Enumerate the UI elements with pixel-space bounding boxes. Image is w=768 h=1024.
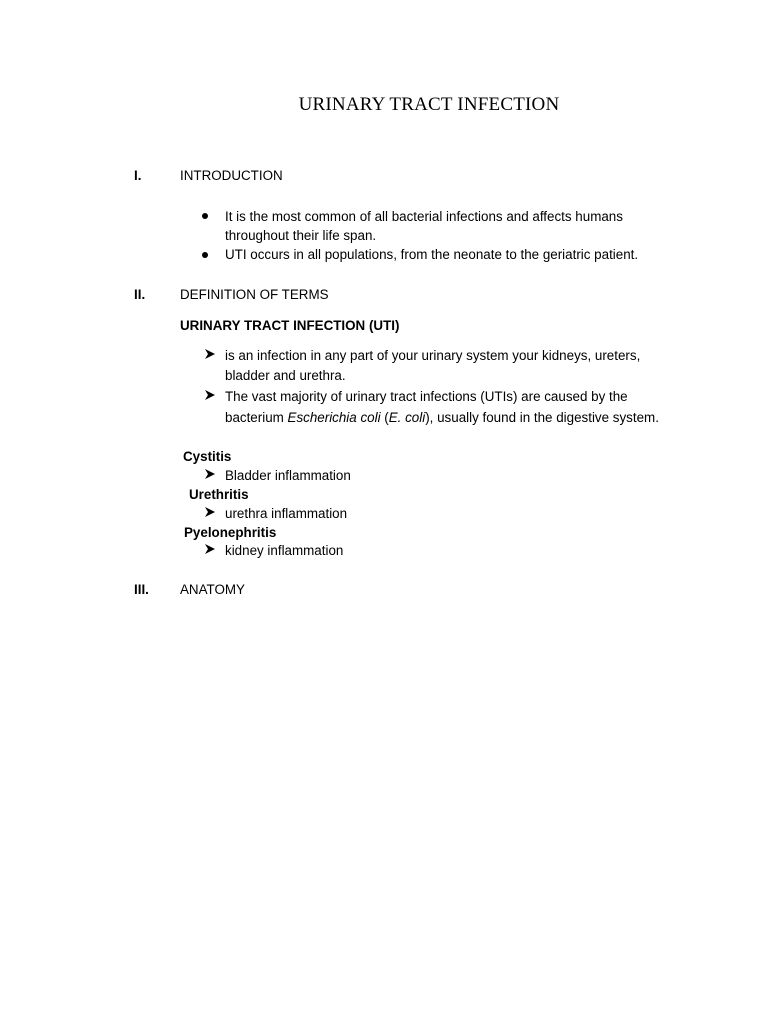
intro-bullet-2: UTI occurs in all populations, from the neonate to the geriatric patient. — [225, 247, 639, 262]
term-cystitis-definition: Bladder inflammation — [225, 468, 351, 483]
uti-subheading: URINARY TRACT INFECTION (UTI) — [180, 318, 400, 333]
section-3-numeral: III. — [134, 582, 149, 597]
section-1-numeral: I. — [134, 168, 142, 183]
bullet-icon — [202, 213, 208, 219]
arrowhead-bullet-icon — [204, 468, 216, 480]
section-2-numeral: II. — [134, 287, 146, 302]
section-3-heading: ANATOMY — [180, 582, 245, 597]
uti-point-2-line-1: The vast majority of urinary tract infections (UTIs) are caused by the — [225, 389, 628, 404]
arrowhead-bullet-icon — [204, 389, 216, 401]
intro-bullet-1-line-1: It is the most common of all bacterial infections and affects humans — [225, 209, 623, 224]
intro-bullet-1-line-2: throughout their life span. — [225, 228, 377, 243]
bullet-icon — [202, 252, 208, 258]
term-pyelonephritis: Pyelonephritis — [184, 525, 277, 540]
uti-point-2-line-2: bacterium Escherichia coli (E. coli), usually found in the digestive system. — [225, 410, 659, 425]
uti-point-1-line-1: is an infection in any part of your urinary system your kidneys, ureters, — [225, 348, 641, 363]
section-2-heading: DEFINITION OF TERMS — [180, 287, 329, 302]
organism-abbrev: E. coli — [388, 410, 426, 425]
section-1-heading: INTRODUCTION — [180, 168, 283, 183]
uti-point-1-line-2: bladder and urethra. — [225, 368, 346, 383]
arrowhead-bullet-icon — [204, 506, 216, 518]
term-pyelonephritis-definition: kidney inflammation — [225, 543, 344, 558]
organism-name: Escherichia coli — [287, 410, 381, 425]
arrowhead-bullet-icon — [204, 348, 216, 360]
term-urethritis-definition: urethra inflammation — [225, 506, 348, 521]
term-cystitis: Cystitis — [183, 449, 232, 464]
term-urethritis: Urethritis — [189, 487, 249, 502]
document-title: URINARY TRACT INFECTION — [298, 94, 560, 115]
arrowhead-bullet-icon — [204, 543, 216, 555]
